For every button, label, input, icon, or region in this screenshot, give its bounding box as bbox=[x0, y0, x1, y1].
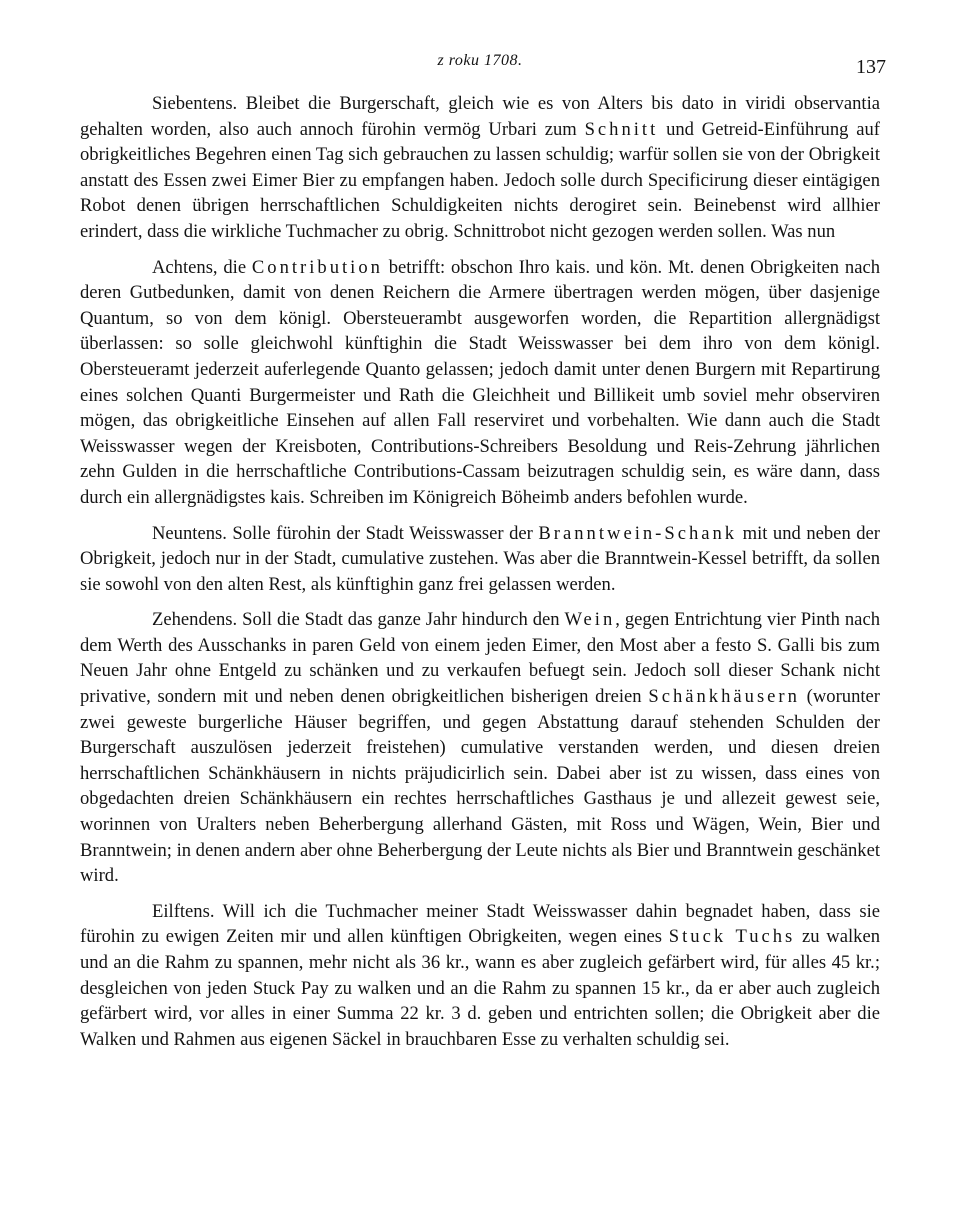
spaced-term: Schnitt bbox=[584, 118, 659, 140]
paragraph-eilftens: Eilftens. Will ich die Tuchmacher meiner Stadt Weisswasser dahin begnadet haben, dass sie fürohin zu ewigen Zeiten mir und allen künftigen Obrigkeiten, wegen eines Stuck Tuchs zu walken und an die Rahm zu spannen, mehr nicht als 36 kr., wann es aber zugleich gefärbert wird, für alles 45 kr.; desgleichen von jeden Stuck Pay zu walken und an die Rahm zu spannen 15 kr., da er aber auch zugleich gefärbert wird, vor alles in einer Summa 22 kr. 3 d. geben und entrichten sollen; die Obrigkeit aber die Walken und Rahmen aus eigenen Säckel in brauchbaren Esse zu verhalten schuldig sei. bbox=[80, 900, 880, 1050]
spaced-term: Schänkhäusern bbox=[648, 686, 800, 708]
running-head: z roku 1708. bbox=[437, 52, 523, 69]
spaced-term: Contribution bbox=[251, 256, 383, 278]
paragraph-neuntens: Neuntens. Solle fürohin der Stadt Weisswasser der Branntwein-Schank mit und neben der Obrigkeit, jedoch nur in der Stadt, cumulative zustehen. Was aber die Branntwein-Kessel betrifft, da sollen sie sowohl von den alten Rest, als künftighin ganz frei gelassen werden. bbox=[80, 522, 880, 595]
spaced-term: Wein bbox=[564, 609, 616, 631]
paragraph-achtens: Achtens, die Contribution betrifft: obschon Ihro kais. und kön. Mt. denen Obrigkeiten nach deren Gutbedunken, damit von denen Reichern die Armere übertragen werden mögen, über dasjenige Quantum, so von dem königl. Obersteuerambt ausgeworfen worden, die Repartition allergnädigst überlassen: so solle gleichwohl künftighin die Stadt Weisswasser bei dem ihro von dem königl. Obersteueramt jederzeit auferlegende Quanto gelassen; jedoch damit unter denen Burgern mit Repartirung eines solchen Quanti Burgermeister und Rath die Gleichheit und Billikeit umb soviel mehr observiren mögen, das obrigkeitliche Einsehen auf allen Fall reserviret und vorbehalten. Wie dann auch die Stadt Weisswasser wegen der Kreisboten, Contributions-Schreibers Besoldung und Reis-Zehrung jährlichen zehn Gulden in die herrschaftliche Contributions-Cassam beizutragen schuldig sein, es wäre dann, dass durch ein allergnädigstes kais. Schreiben im Königreich Böheimb anders befohlen wurde. bbox=[80, 256, 880, 508]
paragraph-zehendens: Zehendens. Soll die Stadt das ganze Jahr hindurch den Wein, gegen Entrichtung vier Pinth nach dem Werth des Ausschanks in paren Geld von einem jeden Eimer, den Most aber a festo S. Galli bis zum Neuen Jahr ohne Entgeld zu schänken und zu verkaufen befuegt sein. Jedoch soll dieser Schank nicht privative, sondern mit und neben denen obrigkeitlichen bisherigen dreien Schänkhäusern (worunter zwei geweste burgerliche Häuser begriffen, und gegen Abstattung darauf stehenden Schulden der Burgerschaft auszulösen jederzeit freistehen) cumulative verstanden werden, und diesen dreien herrschaftlichen Schänkhäusern in nichts präjudicirlich sein. Dabei aber ist zu wissen, dass eines von obgedachten dreien Schänkhäusern ein rechtes herrschaftliches Gasthaus je und allezeit gewest seie, worinnen von Uralters neben Beherbergung allerhand Gästen, mit Ross und Wägen, Wein, Bier und Branntwein; in denen andern aber ohne Beherbergung der Leute nichts als Bier und Branntwein geschänket wird. bbox=[80, 609, 880, 887]
body-text bbox=[80, 91, 880, 1062]
paragraph-siebentens: Siebentens. Bleibet die Burgerschaft, gleich wie es von Alters bis dato in viridi observantia gehalten worden, also auch annoch fürohin vermög Urbari zum Schnitt und Getreid-Einführung auf obrigkeitliches Begehren einen Tag sich gebrauchen zu lassen schuldig; warfür sollen sie von der Obrigkeit anstatt des Essen zwei Eimer Bier zu empfangen haben. Jedoch solle durch Specificirung dieser eintägigen Robot denen übrigen herrschaftlichen Schuldigkeiten nichts derogiret sein. Beinebenst wird allhier erindert, dass die wirkliche Tuchmacher zu obrig. Schnittrobot nicht gezogen werden sollen. Was nun bbox=[80, 93, 880, 242]
page-number: 137 bbox=[856, 56, 886, 78]
spaced-term: Branntwein-Schank bbox=[538, 522, 738, 544]
spaced-term: Stuck Tuchs bbox=[668, 926, 796, 948]
